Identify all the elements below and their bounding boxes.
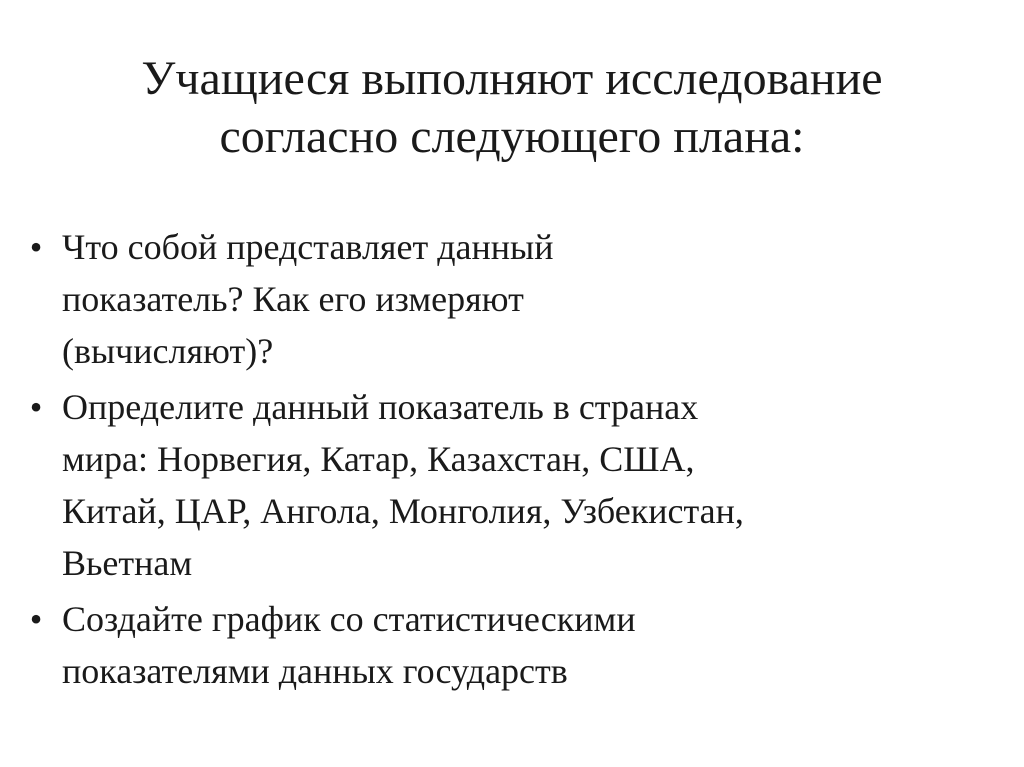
bullet-line: Что собой представляет данный bbox=[62, 227, 554, 267]
bullet-dot-icon: • bbox=[29, 227, 43, 267]
bullet-line: Создайте график со статистическими bbox=[62, 599, 636, 639]
slide-title bbox=[40, 50, 984, 166]
bullet-line: Определите данный показатель в странах bbox=[62, 387, 699, 427]
bullet-line: мира: Норвегия, Катар, Казахстан, США, bbox=[62, 439, 695, 479]
bullet-list bbox=[20, 221, 1000, 701]
bullet-dot-icon: • bbox=[29, 599, 43, 639]
bullet-item-what-is bbox=[20, 221, 1000, 377]
bullet-text bbox=[62, 221, 1000, 377]
bullet-line: Вьетнам bbox=[62, 543, 193, 583]
bullet-line: Китай, ЦАР, Ангола, Монголия, Узбекистан, bbox=[62, 491, 744, 531]
bullet-text bbox=[62, 593, 1000, 697]
slide-title-line: согласно следующего плана: bbox=[219, 110, 805, 163]
bullet-line: показателями данных государств bbox=[62, 651, 568, 691]
bullet-item-countries bbox=[20, 381, 1000, 589]
bullet-dot-icon: • bbox=[29, 387, 43, 427]
bullet-item-create-chart bbox=[20, 593, 1000, 697]
slide-title-line: Учащиеся выполняют исследование bbox=[141, 52, 883, 105]
bullet-text bbox=[62, 381, 1000, 589]
bullet-line: показатель? Как его измеряют bbox=[62, 279, 524, 319]
bullet-line: (вычисляют)? bbox=[62, 331, 274, 371]
